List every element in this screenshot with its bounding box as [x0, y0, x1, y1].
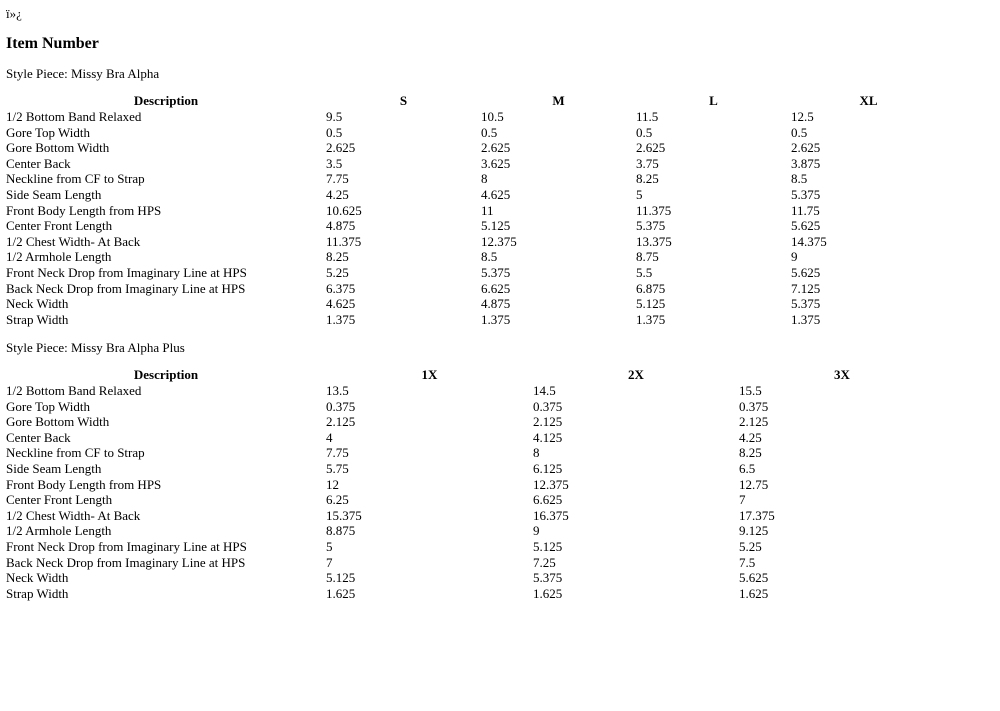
measurement-value: 8.5: [481, 249, 498, 265]
row-description: Front Body Length from HPS: [6, 202, 162, 218]
measurement-value: 7.75: [326, 445, 349, 461]
row-description: 1/2 Chest Width- At Back: [6, 507, 141, 523]
row-description: Center Front Length: [6, 492, 113, 508]
measurement-value: 8.875: [326, 523, 356, 539]
measurement-value: 0.375: [326, 398, 356, 414]
measurement-value: 5.375: [481, 265, 511, 280]
measurement-value: 11: [481, 202, 494, 218]
measurement-value: 17.375: [739, 507, 775, 523]
row-description: Front Neck Drop from Imaginary Line at HPS: [6, 265, 247, 280]
column-header: L: [709, 93, 718, 108]
measurement-value: 4: [326, 429, 333, 445]
row-description: Center Back: [6, 155, 71, 171]
measurement-value: 5.75: [326, 461, 349, 476]
column-header: M: [552, 93, 565, 108]
measurement-value: 4.875: [481, 296, 511, 312]
measurement-value: 1.375: [481, 311, 511, 327]
measurement-value: 6.25: [326, 492, 349, 508]
measurement-value: 2.625: [791, 140, 821, 156]
measurement-value: 4.625: [481, 187, 511, 202]
row-description: 1/2 Bottom Band Relaxed: [6, 109, 142, 124]
measurement-value: 9.5: [326, 109, 343, 124]
measurement-value: 6.875: [636, 280, 666, 296]
measurement-value: 5.375: [791, 187, 821, 202]
measurement-value: 7.25: [533, 554, 556, 570]
measurement-value: 11.5: [636, 109, 659, 124]
measurement-value: 7.75: [326, 171, 349, 187]
row-description: Gore Top Width: [6, 124, 91, 140]
measurement-value: 8: [533, 445, 540, 461]
measurement-value: 5.125: [326, 570, 356, 586]
measurement-value: 5.625: [791, 218, 821, 234]
row-description: Gore Bottom Width: [6, 414, 110, 430]
row-description: Neck Width: [6, 296, 69, 312]
column-header: S: [399, 93, 408, 108]
measurement-value: 1.375: [326, 311, 356, 327]
measurement-value: 7: [739, 492, 746, 508]
measurement-value: 4.125: [533, 429, 563, 445]
measurement-value: 14.5: [533, 383, 556, 398]
row-description: Neck Width: [6, 570, 69, 586]
measurement-value: 13.375: [636, 233, 672, 249]
measurement-value: 5.25: [326, 265, 349, 280]
page-title: Item Number: [6, 35, 99, 52]
measurement-value: 5.625: [739, 570, 769, 586]
measurement-value: 5.625: [791, 265, 821, 280]
style-piece-label: Style Piece: Missy Bra Alpha: [6, 66, 160, 81]
measurement-value: 0.5: [791, 124, 808, 140]
measurement-value: 7: [326, 554, 333, 570]
row-description: Back Neck Drop from Imaginary Line at HPS: [6, 280, 246, 296]
row-description: Gore Top Width: [6, 398, 91, 414]
row-description: Center Front Length: [6, 218, 113, 234]
measurement-value: 5.25: [739, 539, 762, 554]
column-header: 1X: [421, 367, 438, 382]
measurement-value: 1.375: [636, 311, 666, 327]
row-description: Neckline from CF to Strap: [6, 171, 145, 187]
row-description: Strap Width: [6, 311, 69, 327]
measurement-value: 0.375: [533, 398, 563, 414]
measurement-value: 1.625: [533, 585, 563, 601]
row-description: Center Back: [6, 429, 71, 445]
measurement-value: 4.25: [326, 187, 349, 202]
row-description: Front Neck Drop from Imaginary Line at HPS: [6, 539, 247, 554]
measurement-value: 8.5: [791, 171, 808, 187]
measurement-value: 8: [481, 171, 488, 187]
measurement-value: 6.5: [739, 461, 756, 476]
measurement-value: 14.375: [791, 233, 827, 249]
measurement-value: 7.5: [739, 554, 756, 570]
measurement-value: 12.5: [791, 109, 814, 124]
measurement-value: 12.75: [739, 476, 769, 492]
row-description: 1/2 Armhole Length: [6, 249, 112, 265]
measurement-value: 13.5: [326, 383, 349, 398]
measurement-value: 2.625: [326, 140, 356, 156]
measurement-value: 15.375: [326, 507, 362, 523]
measurement-value: 11.375: [326, 233, 362, 249]
measurement-value: 5.125: [533, 539, 563, 554]
measurement-value: 0.375: [739, 398, 769, 414]
measurement-value: 1.625: [739, 585, 769, 601]
measurement-value: 5: [326, 539, 333, 554]
measurement-value: 8.25: [636, 171, 659, 187]
measurement-value: 2.625: [481, 140, 511, 156]
measurement-value: 10.625: [326, 202, 362, 218]
measurement-value: 2.125: [326, 414, 356, 430]
measurement-value: 10.5: [481, 109, 504, 124]
measurement-value: 15.5: [739, 383, 762, 398]
measurement-value: 4.875: [326, 218, 356, 234]
measurement-value: 3.875: [791, 155, 821, 171]
measurement-value: 4.625: [326, 296, 356, 312]
measurement-value: 6.625: [481, 280, 511, 296]
measurement-value: 12.375: [481, 233, 517, 249]
measurement-value: 9: [791, 249, 798, 265]
measurement-value: 8.25: [739, 445, 762, 461]
measurement-value: 3.75: [636, 155, 659, 171]
row-description: Strap Width: [6, 585, 69, 601]
row-description: Gore Bottom Width: [6, 140, 110, 156]
measurement-value: 11.375: [636, 202, 672, 218]
measurement-value: 6.375: [326, 280, 356, 296]
measurement-value: 9: [533, 523, 540, 539]
measurement-value: 5.125: [636, 296, 666, 312]
measurement-value: 9.125: [739, 523, 769, 539]
row-description: Front Body Length from HPS: [6, 476, 162, 492]
measurement-value: 2.125: [533, 414, 563, 430]
measurement-value: 1.625: [326, 585, 356, 601]
column-header: Description: [133, 93, 199, 108]
measurement-value: 8.75: [636, 249, 659, 265]
row-description: Back Neck Drop from Imaginary Line at HPS: [6, 554, 246, 570]
measurement-value: 5.125: [481, 218, 511, 234]
measurement-value: 5.375: [791, 296, 821, 312]
measurement-value: 16.375: [533, 507, 569, 523]
measurement-value: 5.375: [533, 570, 563, 586]
measurement-value: 0.5: [636, 124, 653, 140]
measurement-value: 0.5: [326, 124, 343, 140]
row-description: Side Seam Length: [6, 187, 102, 202]
measurement-value: 4.25: [739, 429, 762, 445]
measurement-value: 0.5: [481, 124, 498, 140]
measurement-value: 6.125: [533, 461, 563, 476]
measurement-value: 3.625: [481, 155, 511, 171]
measurement-value: 5.5: [636, 265, 653, 280]
measurement-value: 3.5: [326, 155, 343, 171]
column-header: 3X: [834, 367, 850, 382]
measurement-value: 2.125: [739, 414, 769, 430]
measurement-value: 12: [326, 476, 339, 492]
row-description: 1/2 Bottom Band Relaxed: [6, 383, 142, 398]
row-description: Neckline from CF to Strap: [6, 445, 145, 461]
style-piece-label: Style Piece: Missy Bra Alpha Plus: [6, 340, 185, 355]
row-description: 1/2 Chest Width- At Back: [6, 233, 141, 249]
measurement-value: 11.75: [791, 202, 820, 218]
row-description: 1/2 Armhole Length: [6, 523, 112, 539]
row-description: Side Seam Length: [6, 461, 102, 476]
measurement-value: 5.375: [636, 218, 666, 234]
measurement-value: 8.25: [326, 249, 349, 265]
measurement-value: 1.375: [791, 311, 821, 327]
column-header: XL: [859, 93, 878, 108]
measurement-value: 5: [636, 187, 643, 202]
measurement-value: 2.625: [636, 140, 666, 156]
encoding-artifact-text: ï»¿: [6, 6, 22, 21]
measurement-value: 6.625: [533, 492, 563, 508]
column-header: 2X: [628, 367, 644, 382]
measurement-value: 12.375: [533, 476, 569, 492]
column-header: Description: [133, 367, 199, 382]
measurement-value: 7.125: [791, 280, 821, 296]
